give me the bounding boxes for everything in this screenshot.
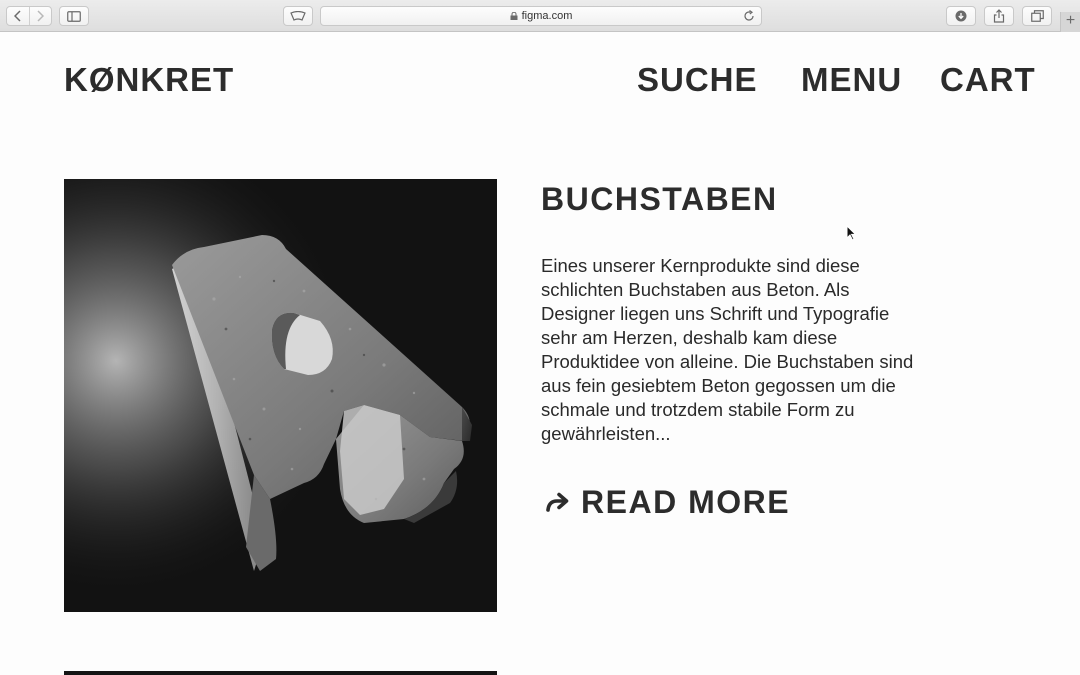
read-more-link[interactable] <box>545 483 790 521</box>
sidebar-icon <box>67 11 81 22</box>
new-tab-button[interactable] <box>1060 12 1080 32</box>
concrete-letter-image <box>64 179 497 612</box>
share-icon <box>993 9 1005 23</box>
arrow-right-icon <box>545 490 571 514</box>
chevron-left-icon <box>14 10 22 22</box>
plus-icon: + <box>1065 12 1076 29</box>
downloads-button[interactable] <box>946 6 976 26</box>
product-description: Eines unserer Kernprodukte sind diese schlichten Buchstaben aus Beton. Als Designer liegen uns Schrift und Typografie sehr am Herzen, deshalb kam diese Produktidee von alleine. Die Buchstaben sind aus fein gesiebtem Beton gegossen um die schmale und trotzdem stabile Form zu gewährleisten... <box>541 255 914 444</box>
tabs-icon <box>1031 10 1044 22</box>
web-page <box>0 32 1080 675</box>
product-image[interactable] <box>64 179 497 612</box>
browser-toolbar <box>0 0 1080 32</box>
history-nav <box>6 6 52 26</box>
site-logo[interactable]: KØNKRET <box>64 61 235 98</box>
nav-menu-link[interactable]: MENU <box>801 61 903 98</box>
product-title: BUCHSTABEN <box>541 181 778 217</box>
forward-button[interactable] <box>29 7 52 25</box>
read-more-label: READ MORE <box>581 484 791 520</box>
address-bar[interactable] <box>320 6 762 26</box>
url-text: figma.com <box>521 10 573 22</box>
back-button[interactable] <box>7 7 29 25</box>
mouse-cursor-icon <box>846 225 856 241</box>
download-icon <box>955 10 967 22</box>
reader-icon <box>290 11 306 21</box>
lock-icon <box>510 12 518 20</box>
next-product-image[interactable] <box>64 671 497 675</box>
nav-cart-link[interactable]: CART <box>940 61 1036 98</box>
reload-icon[interactable] <box>743 10 755 22</box>
reader-button[interactable] <box>283 6 313 26</box>
share-button[interactable] <box>984 6 1014 26</box>
chevron-right-icon <box>36 10 44 22</box>
sidebar-button[interactable] <box>59 6 89 26</box>
tabs-overview-button[interactable] <box>1022 6 1052 26</box>
nav-search-link[interactable]: SUCHE <box>637 61 758 98</box>
